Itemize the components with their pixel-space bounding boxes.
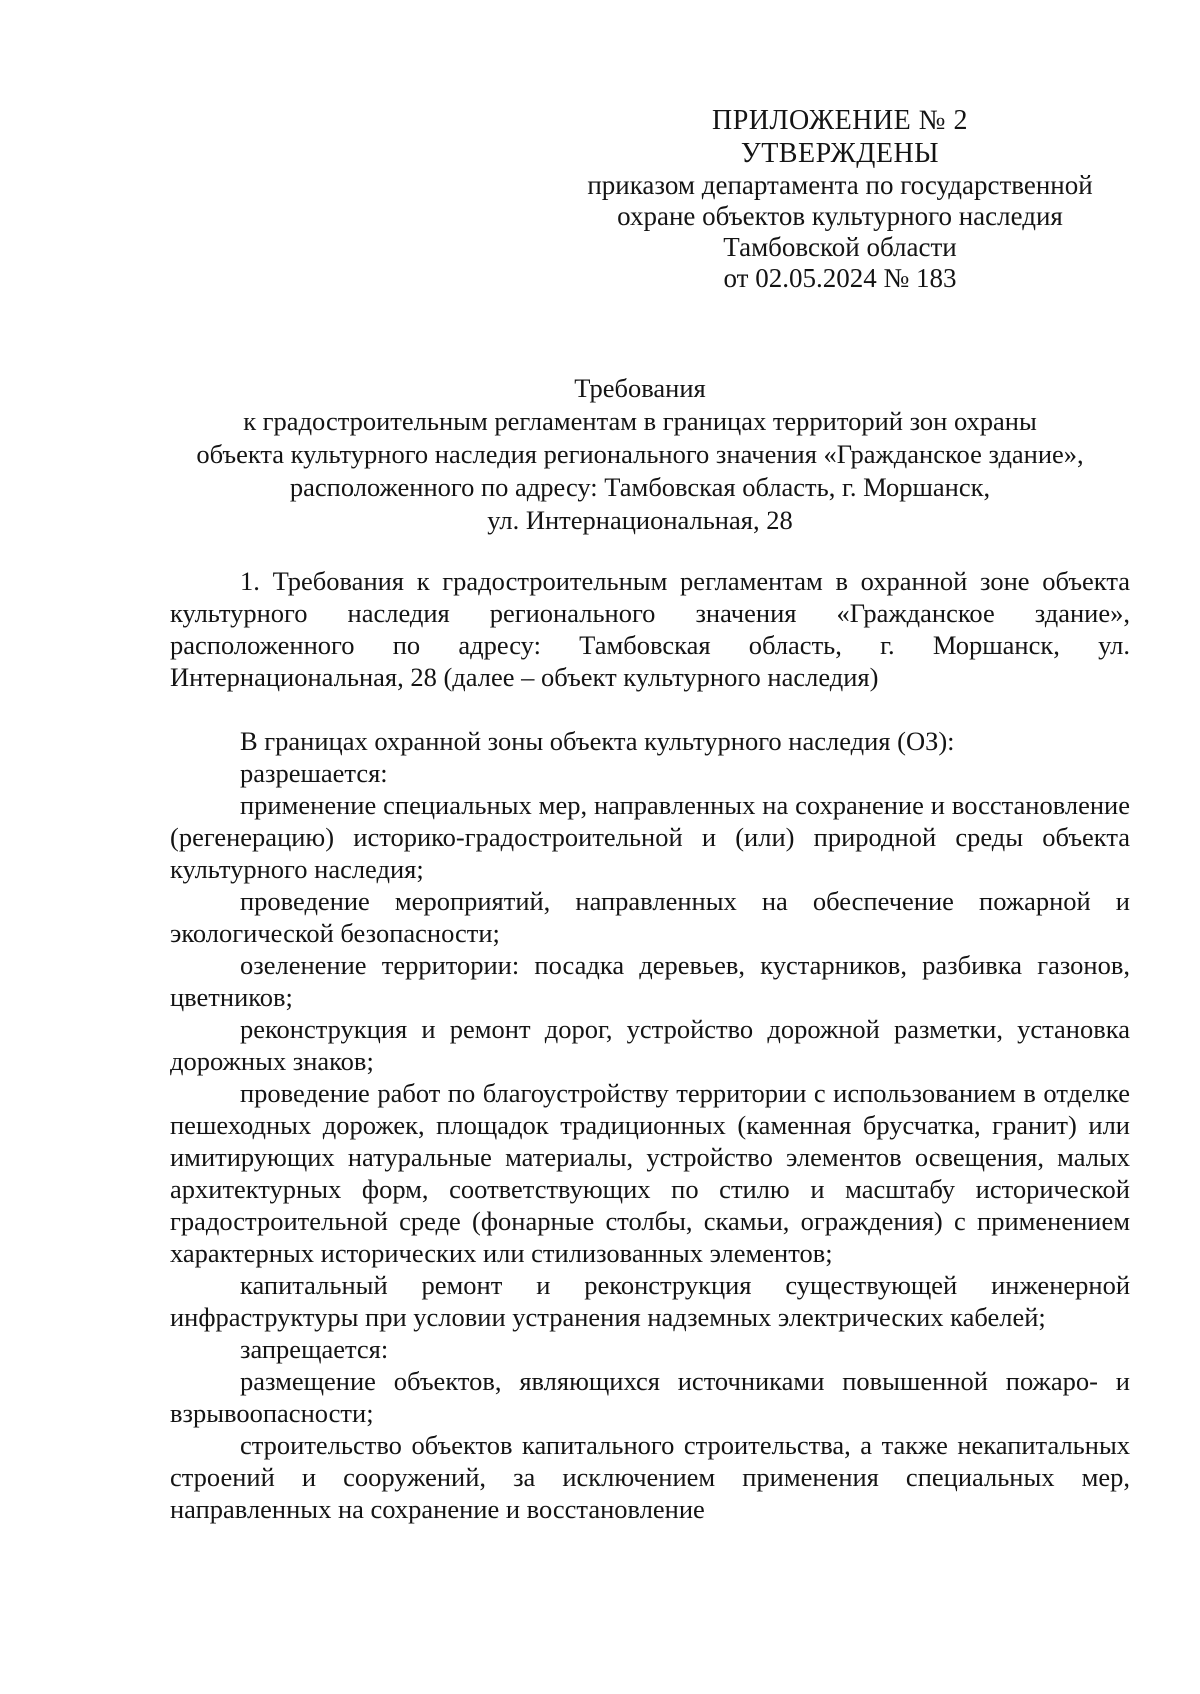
allowed-item: капитальный ремонт и реконструкция существующей инженерной инфраструктуры при условии устранения надземных электрических кабелей; — [170, 1270, 1130, 1332]
allowed-label: разрешается: — [240, 758, 388, 788]
appendix-number: ПРИЛОЖЕНИЕ № 2 — [712, 105, 968, 136]
approval-line: охране объектов культурного наследия — [617, 201, 1063, 231]
document-body — [170, 565, 1130, 1525]
allowed-item: озеленение территории: посадка деревьев, кустарников, разбивка газонов, цветников; — [170, 950, 1130, 1012]
allowed-item: проведение работ по благоустройству территории с использованием в отделке пешеходных дорожек, площадок традиционных (каменная брусчатка, гранит) или имитирующих натуральные материалы, устройство элементов освещения, малых архитектурных форм, соответствующих по стилю и масштабу исторической градостроительной среде (фонарные столбы, скамьи, ограждения) с применением характерных исторических или стилизованных элементов; — [170, 1078, 1130, 1268]
allowed-item: применение специальных мер, направленных на сохранение и восстановление (регенерацию) историко-градостроительной и (или) природной среды объекта культурного наследия; — [170, 790, 1130, 884]
section-1-paragraph: 1. Требования к градостроительным регламентам в охранной зоне объекта культурного наследия регионального значения «Гражданское здание», расположенного по адресу: Тамбовская область, г. Моршанск, ул. Интернациональная, 28 (далее – объект культурного наследия) — [170, 566, 1130, 692]
allowed-item: реконструкция и ремонт дорог, устройство дорожной разметки, установка дорожных знаков; — [170, 1014, 1130, 1076]
title-line: к градостроительным регламентам в границах территорий зон охраны — [243, 406, 1037, 436]
forbidden-item: размещение объектов, являющихся источниками повышенной пожаро- и взрывоопасности; — [170, 1366, 1130, 1428]
approval-line: Тамбовской области — [723, 232, 957, 262]
approval-date-number: от 02.05.2024 № 183 — [723, 263, 957, 293]
zone-heading: В границах охранной зоны объекта культурного наследия (ОЗ): — [240, 726, 955, 756]
document-title — [160, 372, 1120, 537]
title-line: ул. Интернациональная, 28 — [487, 505, 793, 535]
forbidden-item: строительство объектов капитального строительства, а также некапитальных строений и сооружений, за исключением применения специальных мер, направленных на сохранение и восстановление — [170, 1430, 1130, 1524]
title-line: расположенного по адресу: Тамбовская область, г. Моршанск, — [289, 472, 991, 502]
approval-block — [560, 104, 1120, 294]
title-line: объекта культурного наследия регионального значения «Гражданское здание», — [196, 439, 1084, 469]
approved-heading: УТВЕРЖДЕНЫ — [740, 138, 940, 169]
title-line: Требования — [574, 373, 706, 403]
approval-line: приказом департамента по государственной — [587, 170, 1093, 200]
forbidden-label: запрещается: — [240, 1334, 389, 1364]
allowed-item: проведение мероприятий, направленных на обеспечение пожарной и экологической безопасности; — [170, 886, 1130, 948]
